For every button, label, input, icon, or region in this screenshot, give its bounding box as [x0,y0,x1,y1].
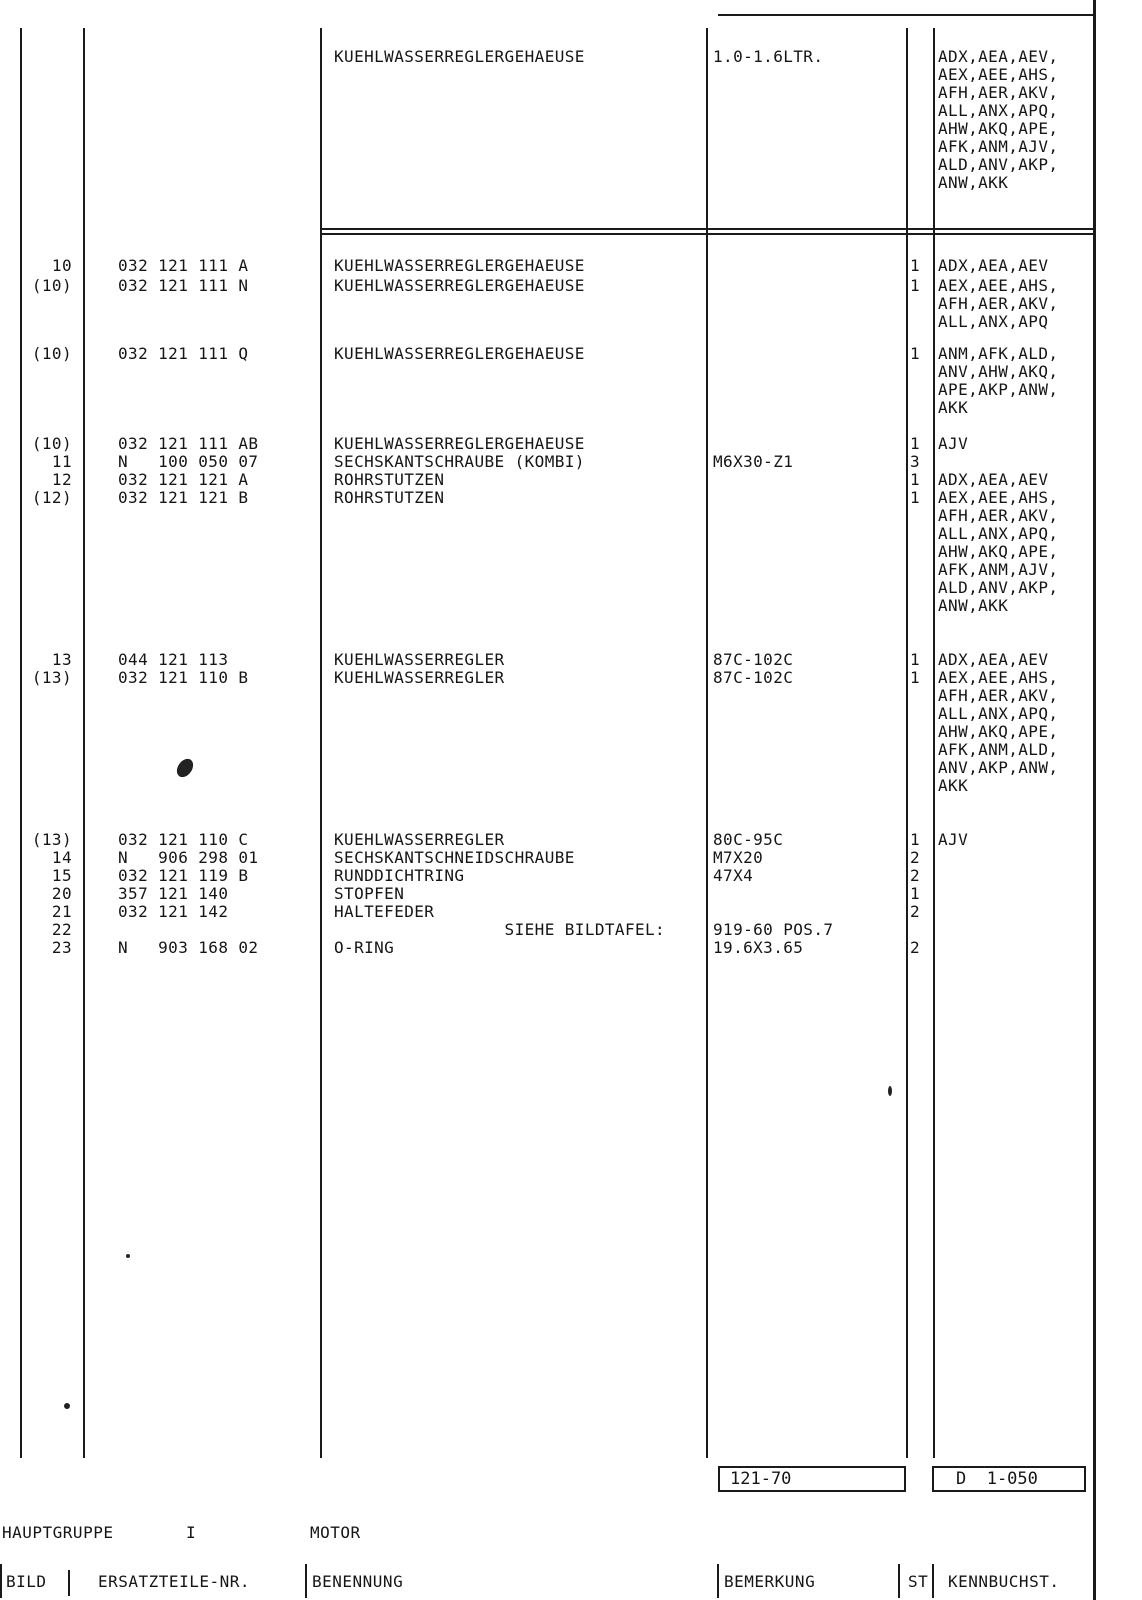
quantity: 1 [909,830,920,849]
part-note: 80C-95C [713,830,784,849]
footer-line-note [898,1564,900,1598]
part-name: ROHRSTUTZEN [334,488,445,507]
table-row [0,257,1100,275]
quantity: 3 [909,452,920,471]
footer-line-part [305,1564,307,1598]
column-header-name: BENENNUNG [312,1572,404,1591]
part-name: KUEHLWASSERREGLERGEHAEUSE [334,276,585,295]
part-name: KUEHLWASSERREGLER [334,650,505,669]
table-row [0,435,1100,453]
kenn-code-line: ADX,AEA,AEV [938,256,1049,275]
part-name: HALTEFEDER [334,902,435,921]
quantity: 1 [909,256,920,275]
table-row [0,277,1100,295]
kenn-code-line: ANM,AFK,ALD, [938,344,1059,363]
bild-number: (10) [31,434,72,453]
kenn-code-line: AEX,AEE,AHS, [938,488,1059,507]
scan-speck [174,756,197,780]
bild-number: 11 [51,452,72,471]
quantity: 1 [909,650,920,669]
page-number: D 1-050 [956,1469,1038,1489]
scan-speck [64,1403,70,1409]
column-header-qty: ST [908,1572,929,1591]
part-number: 032 121 121 A [118,470,249,489]
header-kenn-line: AEX,AEE,AHS, [938,65,1059,84]
header-kenn-line: AHW,AKQ,APE, [938,119,1059,138]
bild-number: 22 [51,920,72,939]
part-number: N 100 050 07 [118,452,259,471]
scan-speck [126,1254,130,1258]
section-separator-top [322,228,1093,230]
header-kenn-line: ALL,ANX,APQ, [938,101,1059,120]
table-row [0,849,1100,867]
quantity: 1 [909,434,920,453]
kenn-code-line: ANV,AKP,ANW, [938,758,1059,777]
quantity: 1 [909,344,920,363]
kenn-code-line: ADX,AEA,AEV [938,470,1049,489]
part-name: KUEHLWASSERREGLERGEHAEUSE [334,256,585,275]
kenn-code-line: ANW,AKK [938,596,1009,615]
part-note: 19.6X3.65 [713,938,804,957]
quantity: 1 [909,276,920,295]
header-kenn-line: AFK,ANM,AJV, [938,137,1059,156]
kenn-code-line: ALL,ANX,APQ [938,312,1049,331]
part-number: 044 121 113 [118,650,229,669]
footer-line-name [717,1564,719,1598]
footer-line-st [932,1564,934,1598]
quantity: 1 [909,884,920,903]
column-header-note: BEMERKUNG [724,1572,816,1591]
scan-speck [888,1086,892,1096]
part-number: 032 121 119 B [118,866,249,885]
table-row [0,669,1100,687]
kenn-code-line: AFH,AER,AKV, [938,294,1059,313]
quantity: 2 [909,938,920,957]
header-row [0,48,1100,66]
column-line-st [933,28,935,1458]
group-code: 121-70 [730,1469,792,1489]
part-name: KUEHLWASSERREGLERGEHAEUSE [334,434,585,453]
table-row [0,831,1100,849]
kenn-code-line: AKK [938,398,969,417]
bild-number: (12) [31,488,72,507]
hauptgruppe-name: MOTOR [310,1523,361,1542]
bild-number: 14 [51,848,72,867]
part-note: 919-60 POS.7 [713,920,834,939]
part-name: SIEHE BILDTAFEL: [334,920,666,939]
kenn-code-line: AHW,AKQ,APE, [938,542,1059,561]
column-line-right [1093,0,1096,1600]
column-line-part [320,28,322,1458]
bild-number: 15 [51,866,72,885]
table-row [0,489,1100,507]
part-note: 87C-102C [713,650,794,669]
bild-number: 20 [51,884,72,903]
part-name: KUEHLWASSERREGLER [334,668,505,687]
section-separator-bottom [322,233,1093,235]
part-name: STOPFEN [334,884,405,903]
part-number: 032 121 110 C [118,830,249,849]
kenn-code-line: AFH,AER,AKV, [938,686,1059,705]
part-number: 357 121 140 [118,884,229,903]
quantity: 1 [909,668,920,687]
header-note: 1.0-1.6LTR. [713,47,824,66]
part-name: RUNDDICHTRING [334,866,465,885]
column-line-left [20,28,22,1458]
bild-number: 13 [51,650,72,669]
table-row [0,921,1100,939]
quantity: 2 [909,866,920,885]
bild-number: (10) [31,344,72,363]
part-number: 032 121 111 N [118,276,249,295]
quantity: 1 [909,488,920,507]
header-kenn-line: ANW,AKK [938,173,1009,192]
part-note: 47X4 [713,866,754,885]
part-name: KUEHLWASSERREGLER [334,830,505,849]
part-number: N 906 298 01 [118,848,259,867]
bild-number: (13) [31,830,72,849]
kenn-code-line: AJV [938,434,969,453]
table-row [0,903,1100,921]
column-header-code: KENNBUCHST. [948,1572,1060,1591]
part-note: M6X30-Z1 [713,452,794,471]
kenn-code-line: AFK,ANM,ALD, [938,740,1059,759]
kenn-code-line: AHW,AKQ,APE, [938,722,1059,741]
table-row [0,471,1100,489]
kenn-code-line: ANV,AHW,AKQ, [938,362,1059,381]
part-number: 032 121 111 A [118,256,249,275]
header-name: KUEHLWASSERREGLERGEHAEUSE [334,47,585,66]
kenn-code-line: AFH,AER,AKV, [938,506,1059,525]
part-number: 032 121 111 AB [118,434,259,453]
table-row [0,345,1100,363]
kenn-code-line: AEX,AEE,AHS, [938,276,1059,295]
bild-number: 10 [51,256,72,275]
bild-number: 21 [51,902,72,921]
kenn-code-line: AJV [938,830,969,849]
kenn-code-line: ALL,ANX,APQ, [938,524,1059,543]
kenn-code-line: ADX,AEA,AEV [938,650,1049,669]
part-number: 032 121 111 Q [118,344,249,363]
part-number: 032 121 121 B [118,488,249,507]
table-row [0,651,1100,669]
part-name: SECHSKANTSCHNEIDSCHRAUBE [334,848,575,867]
header-kenn-line: ADX,AEA,AEV, [938,47,1059,66]
column-header-bild: BILD [6,1572,47,1591]
header-kenn-line: AFH,AER,AKV, [938,83,1059,102]
part-name: ROHRSTUTZEN [334,470,445,489]
footer-line-left [0,1564,2,1598]
top-box-bottom-edge [718,14,1093,16]
part-name: O-RING [334,938,395,957]
kenn-code-line: AKK [938,776,969,795]
part-note: M7X20 [713,848,764,867]
part-number: 032 121 142 [118,902,229,921]
bild-number: (10) [31,276,72,295]
quantity: 2 [909,848,920,867]
quantity: 1 [909,470,920,489]
table-row [0,867,1100,885]
hauptgruppe-label: HAUPTGRUPPE [2,1523,114,1542]
page-number-box [932,1466,1086,1492]
kenn-code-line: ALL,ANX,APQ, [938,704,1059,723]
group-code-box [718,1466,906,1492]
column-line-note [906,28,908,1458]
kenn-code-line: APE,AKP,ANW, [938,380,1059,399]
bild-number: 23 [51,938,72,957]
column-line-bild [83,28,85,1458]
part-name: SECHSKANTSCHRAUBE (KOMBI) [334,452,585,471]
part-note: 87C-102C [713,668,794,687]
header-kenn-line: ALD,ANV,AKP, [938,155,1059,174]
bild-number: 12 [51,470,72,489]
column-header-part-number: ERSATZTEILE-NR. [98,1572,250,1591]
quantity: 2 [909,902,920,921]
column-line-name [706,28,708,1458]
bild-number: (13) [31,668,72,687]
kenn-code-line: AEX,AEE,AHS, [938,668,1059,687]
footer-line-bild [68,1570,70,1596]
part-number: N 903 168 02 [118,938,259,957]
part-number: 032 121 110 B [118,668,249,687]
kenn-code-line: ALD,ANV,AKP, [938,578,1059,597]
table-row [0,939,1100,957]
part-name: KUEHLWASSERREGLERGEHAEUSE [334,344,585,363]
kenn-code-line: AFK,ANM,AJV, [938,560,1059,579]
hauptgruppe-number: I [186,1523,197,1542]
table-row [0,453,1100,471]
table-row [0,885,1100,903]
